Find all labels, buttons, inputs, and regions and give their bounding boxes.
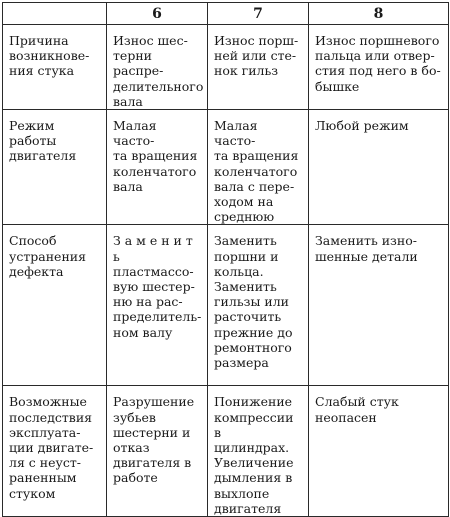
cell-text: Малая часто- та вращения коленчатого вала <box>113 118 198 194</box>
cell-text: Заменить изно- шенные детали <box>315 233 418 264</box>
table-row <box>3 225 449 386</box>
cell-text: Износ поршневого пальца или отвер- стия под него в бо- бышке <box>315 33 441 94</box>
row-label: Режим работы двигателя <box>9 118 77 164</box>
header-cell-7: 7 <box>208 3 309 25</box>
cell-text: Заменить поршни и кольца. Заменить гильзы или расточить прежние до ремонтного размера <box>214 233 293 371</box>
row-label: Причина возникнове- ния стука <box>9 33 90 79</box>
header-row <box>3 3 449 25</box>
table-cell <box>107 225 208 386</box>
cell-text: Разрушение зубьев шестерни и отказ двигателя в работе <box>113 394 195 486</box>
row-label: Возможные последствия эксплуата- ции двигате- ля с неуст- раненным стуком <box>9 394 94 501</box>
table-cell <box>309 225 449 386</box>
table-cell <box>107 110 208 225</box>
table-cell <box>208 110 309 225</box>
header-cell-8: 8 <box>309 3 449 25</box>
table-cell <box>107 386 208 517</box>
cell-text: Износ шес- терни распре- делительного вала <box>113 33 204 109</box>
cell-text: Малая часто- та вращения коленчатого вала с пере- ходом на среднюю <box>214 118 299 225</box>
diagnostic-table <box>2 2 449 517</box>
table-row <box>3 386 449 517</box>
cell-text: З а м е н и т ь пластмассо- вую шестер- ню на рас- пределитель- ном валу <box>113 233 202 340</box>
cell-text: Слабый стук неопасен <box>315 394 399 425</box>
table-cell <box>208 25 309 110</box>
table-cell <box>309 386 449 517</box>
table-row <box>3 110 449 225</box>
row-label-cell <box>3 25 107 110</box>
row-label-cell <box>3 110 107 225</box>
table-cell <box>208 386 309 517</box>
header-cell-empty <box>3 3 107 25</box>
cell-text: Износ порш- ней или сте- нок гильз <box>214 33 299 79</box>
table-row <box>3 25 449 110</box>
cell-text: Понижение компрессии в цилиндрах. Увеличение дымления в выхлопе двигателя <box>214 394 294 516</box>
table-cell <box>309 25 449 110</box>
row-label: Способ устранения дефекта <box>9 233 87 279</box>
cell-text: Любой режим <box>315 118 409 134</box>
row-label-cell <box>3 386 107 517</box>
table-cell <box>309 110 449 225</box>
row-label-cell <box>3 225 107 386</box>
table-cell <box>208 225 309 386</box>
header-cell-6: 6 <box>107 3 208 25</box>
table-cell <box>107 25 208 110</box>
